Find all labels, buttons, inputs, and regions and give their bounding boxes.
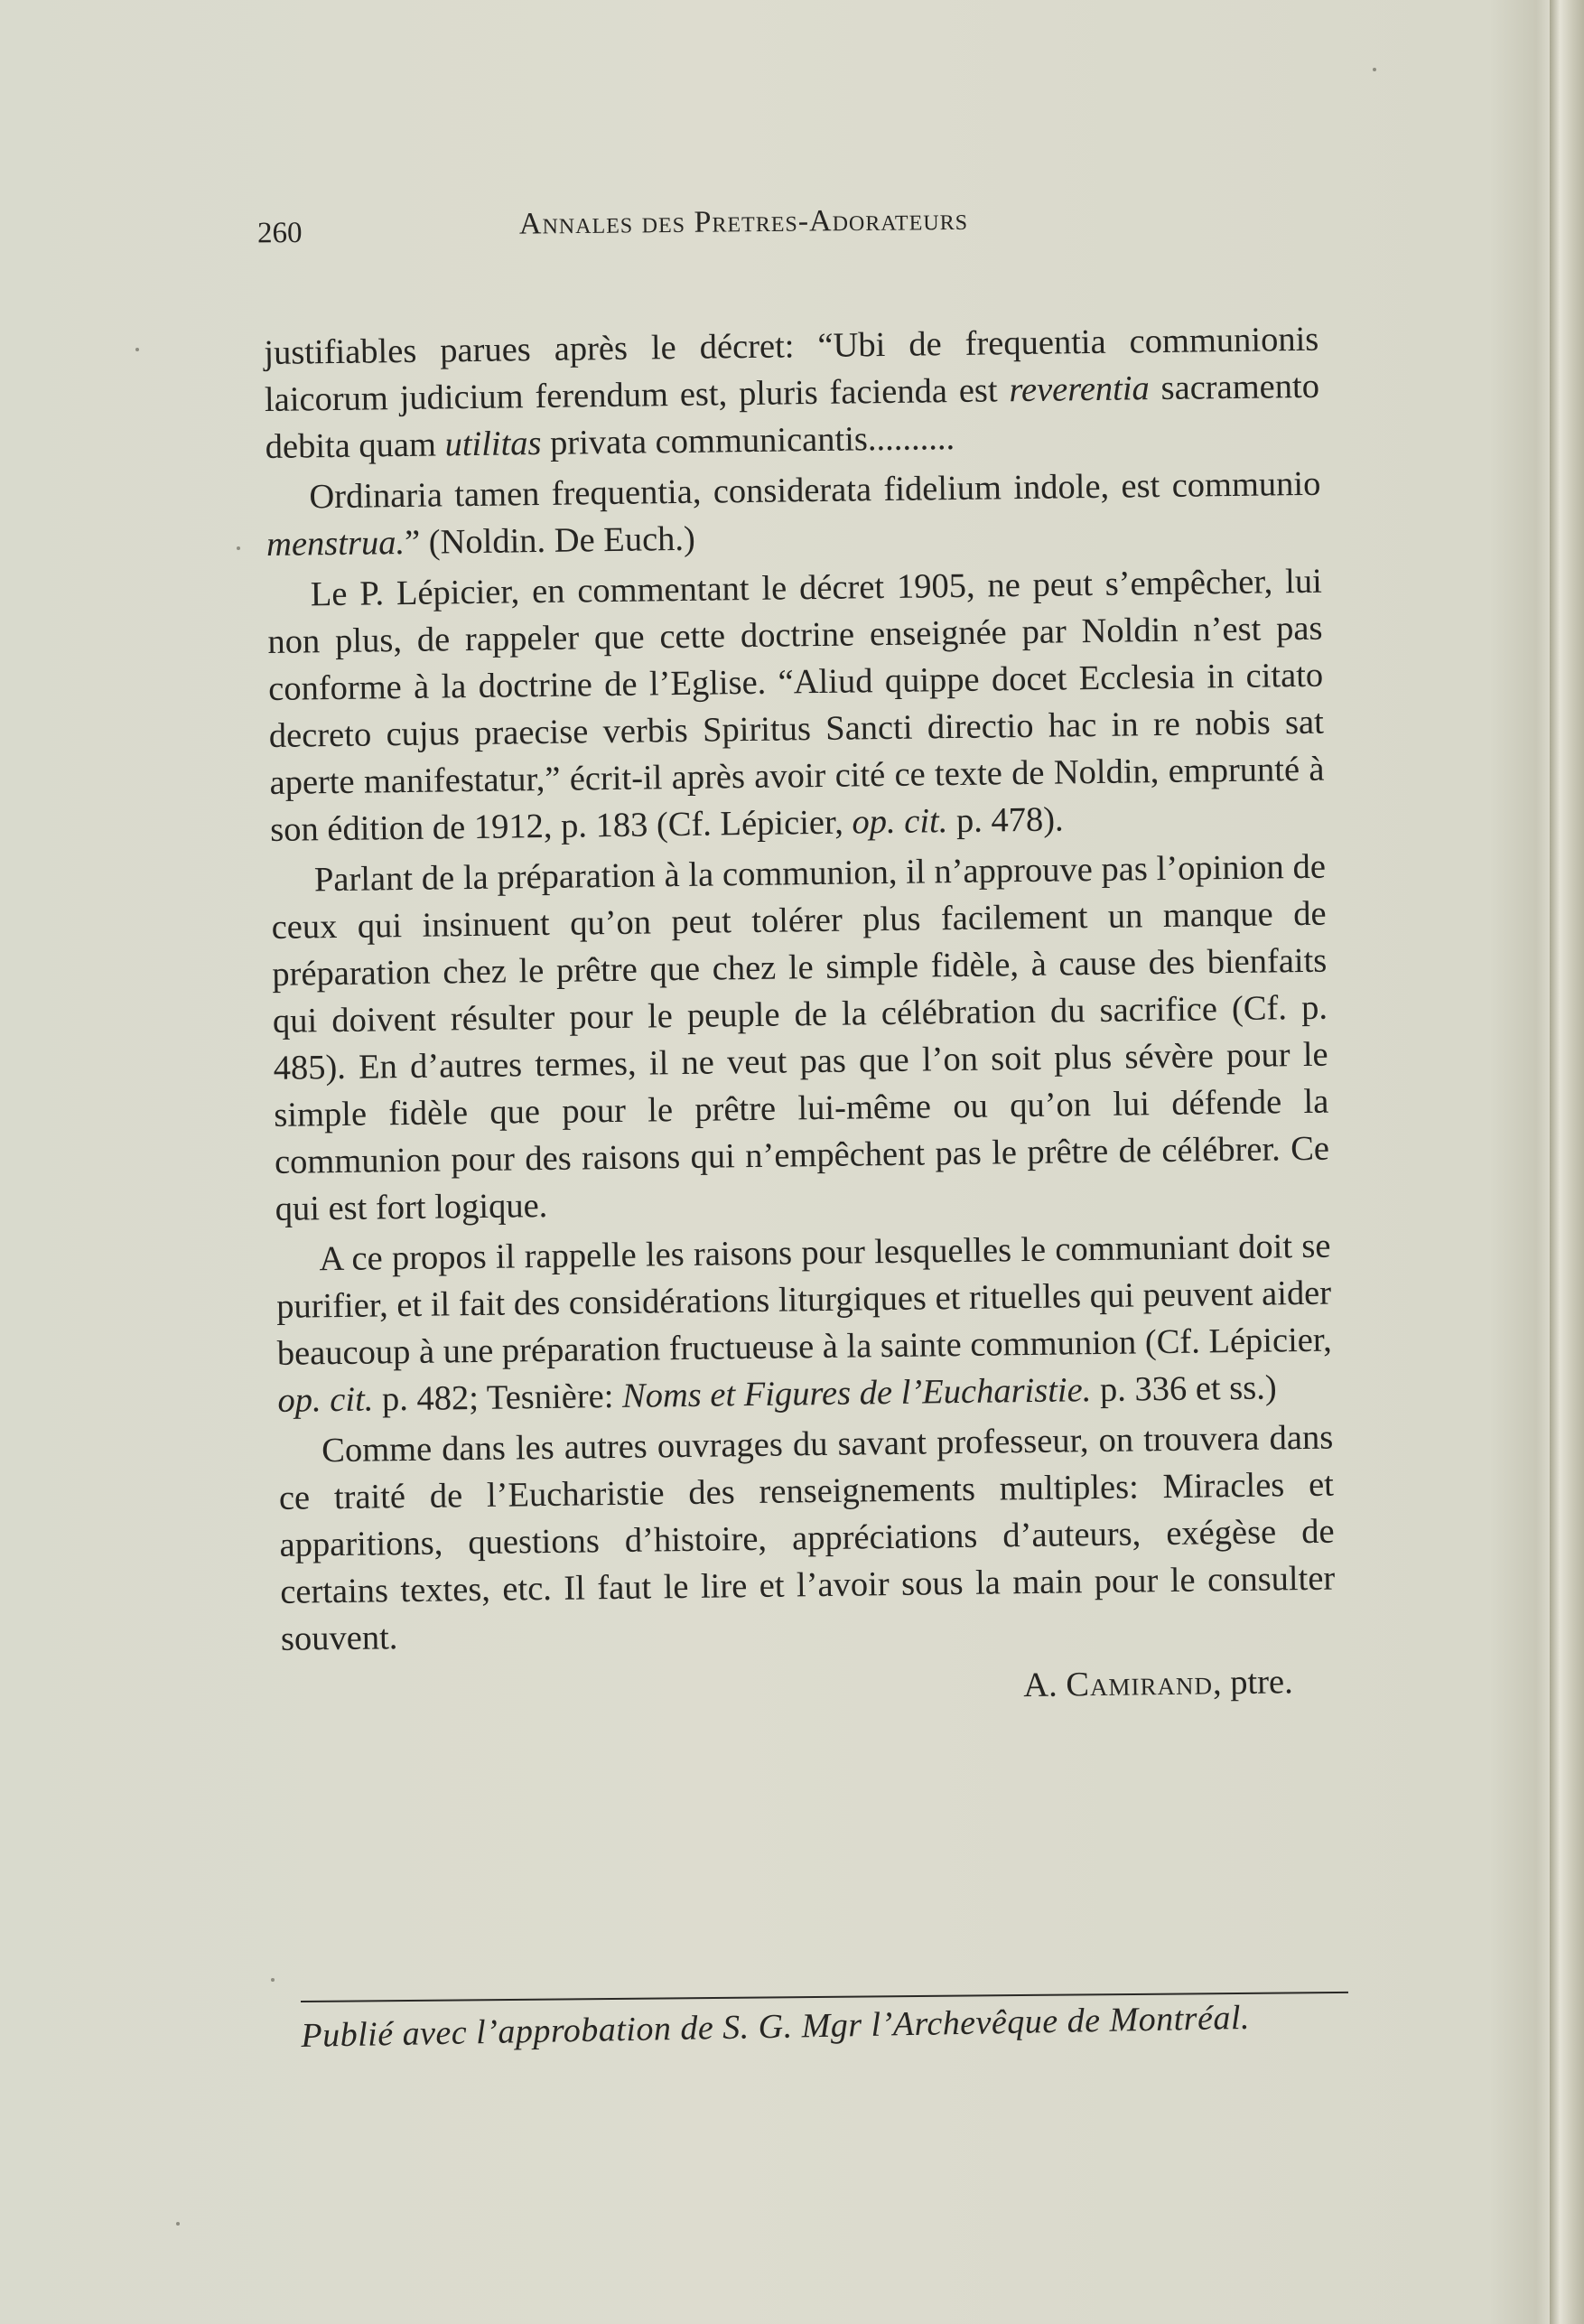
text-run: justifiables parues après le décret: “Ubi de frequentia communionis laicorum judicium ferendum est, pluris facienda est [264,320,1319,419]
signature-suffix: , ptre. [1212,1663,1293,1703]
text-run: Ordinaria tamen frequentia, considerata fidelium indole, est communio [309,464,1321,517]
text-run: p. 482; Tesnière: [373,1377,623,1419]
paper-speck [271,1978,275,1982]
signature-name: Camirand [1066,1664,1214,1704]
page-number: 260 [256,216,303,250]
italic-term: menstrua. [266,523,405,564]
text-run: sacramento debita quam [265,367,1320,466]
page-header [257,202,1088,256]
page-edge [1550,0,1584,2324]
text-run: p. 336 et ss.) [1091,1368,1277,1410]
signature-initial: A. [1022,1666,1067,1705]
text-run: A ce propos il rappelle les raisons pour lesquelles le communiant doit se purifier, et il fait des considérations liturgiques et rituelles qui peuvent aider beaucoup à une préparation fructueuse à la sainte communion (Cf. Lépicier, [275,1227,1333,1373]
italic-term: utilitas [444,424,542,464]
paper-speck [237,546,240,550]
imprimatur-footer: Publié avec l’approbation de S. G. Mgr l’Archevêque de Montréal. [301,1998,1251,2055]
italic-term: reverentia [1009,369,1151,410]
paragraph-1 [264,316,1320,471]
signature [281,1658,1337,1719]
paper-speck [135,348,139,351]
paper-speck [1373,68,1376,71]
italic-title: Noms et Figures de l’Eucharistie. [621,1371,1092,1415]
paragraph-6: Comme dans les autres ouvrages du savant professeur, on trouvera dans ce traité de l’Eucharistie des renseignements multiples: Miracles et apparitions, questions d’histoire, appréciations d’auteurs, exégèse de certains textes, etc. Il faut le lire et l’avoir sous la main pour le consulter souvent. [278,1418,1336,1658]
paragraph-5 [275,1223,1333,1424]
text-run: Le P. Lépicier, en commentant le décret 1905, ne peut s’empêcher, lui non plus, de rappeler que cette doctrine enseignée par Noldin n’est pas conforme à la doctrine de l’Eglise. “Aliud quippe docet Ecclesia in citato decreto cujus praecise verbis Spiritus Sancti directio hac in re nobis sat aperte manifestatur,” écrit-il après avoir cité ce texte de Noldin, emprunté à son édition de 1912, p. 183 (Cf. Lépicier, [267,562,1325,849]
running-title: Annales des Pretres-Adorateurs [518,202,969,241]
paragraph-4: Parlant de la préparation à la communion, il n’approuve pas l’opinion de ceux qui insinuent qu’on peut tolérer plus facilement un manque de préparation chez le prêtre que chez le simple fidèle, à cause des bienfaits qui doivent résulter pour le peuple de la célébration du sacrifice (Cf. p. 485). En d’autres termes, il ne veut pas que l’on soit plus sévère pour le simple fidèle que pour le prêtre lui-même ou qu’on lui défende la communion pour des raisons qui n’empêchent pas le prêtre de célébrer. Ce qui est fort logique. [271,847,1330,1228]
italic-term: op. cit. [852,802,948,842]
paragraph-2 [266,461,1321,568]
text-run: p. 478). [947,800,1064,841]
article-body [264,316,1337,1719]
paragraph-3 [267,558,1326,854]
text-run: privata communicantis.......... [541,418,955,462]
text-run: ” (Noldin. De Euch.) [404,519,696,562]
paper-speck [176,2222,180,2226]
italic-term: op. cit. [277,1380,374,1420]
